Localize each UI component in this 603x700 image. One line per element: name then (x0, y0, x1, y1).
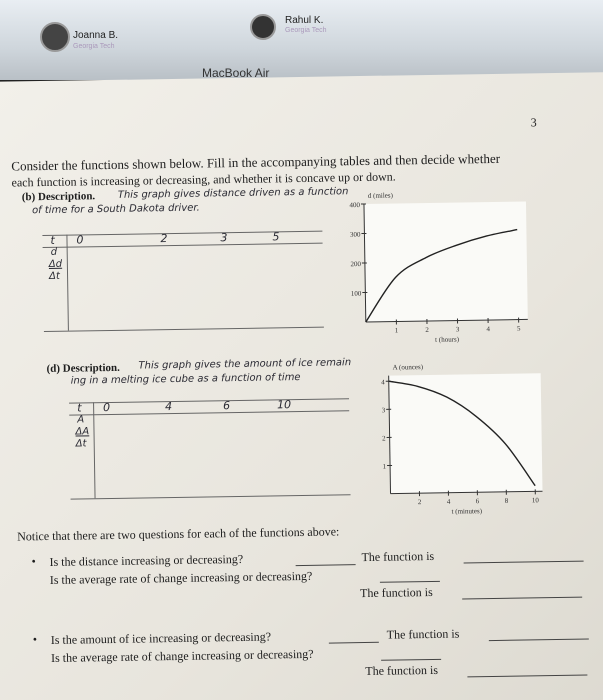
table-cell: 10 (277, 398, 292, 412)
row-label: t (50, 233, 55, 247)
handwritten-description: ing in a melting ice cube as a function of time (70, 372, 301, 387)
x-tick-label: 6 (475, 497, 480, 506)
y-tick-label: 400 (349, 201, 361, 210)
intro-text: each function is increasing or decreasing, and whether it is concave up or down. (11, 169, 396, 190)
y-axis-label: d (miles) (367, 191, 393, 200)
user-subtitle: Georgia Tech (73, 43, 115, 50)
table-cell: 0 (76, 233, 84, 247)
y-tick-label: 2 (382, 434, 386, 443)
y-tick-label: 1 (382, 462, 387, 471)
table-cell: 2 (160, 232, 168, 246)
row-label: ΔA (75, 426, 90, 438)
row-label: t (77, 401, 82, 415)
answer-blank (329, 642, 379, 644)
row-label: Δd (48, 258, 63, 270)
bullet: • (31, 554, 36, 569)
user-name: Joanna B. (73, 30, 119, 41)
ice-chart (364, 355, 556, 518)
answer-label: The function is (386, 626, 460, 642)
answer-blank (296, 564, 356, 566)
answer-blank (464, 561, 584, 564)
x-axis-label: t (minutes) (451, 507, 483, 516)
user-subtitle: Georgia Tech (285, 27, 327, 34)
x-tick-label: 10 (531, 496, 539, 505)
answer-blank (489, 639, 589, 642)
worksheet-page (0, 72, 603, 700)
part-d-label: (d) Description. (46, 361, 120, 375)
y-tick-label: 3 (381, 406, 386, 415)
question-text: Is the amount of ice increasing or decreasing? (50, 629, 272, 647)
distance-chart (340, 183, 542, 346)
question-text: Is the average rate of change increasing or decreasing? (50, 646, 314, 665)
laptop-screen-edge (0, 0, 603, 80)
y-tick-label: 100 (350, 289, 362, 298)
table-d (69, 390, 361, 505)
table-cell: 6 (223, 399, 231, 413)
table-cell: 4 (165, 400, 173, 414)
row-label: A (77, 414, 85, 426)
question-text: Is the distance increasing or decreasing? (49, 551, 244, 569)
row-label: Δt (75, 438, 87, 450)
answer-label: The function is (361, 548, 435, 565)
x-tick-label: 2 (425, 325, 429, 335)
x-axis-label: t (hours) (435, 335, 460, 344)
laptop-brand: MacBook Air (202, 66, 270, 80)
handwritten-description: This graph gives the amount of ice remain (138, 357, 352, 372)
answer-blank (462, 597, 582, 600)
table-b (42, 222, 334, 332)
page-number: 3 (530, 115, 537, 130)
plot-area (364, 201, 528, 322)
avatar (40, 22, 70, 52)
table-cell: 0 (103, 400, 111, 415)
plot-area (389, 373, 543, 493)
table-cell: 3 (220, 231, 228, 245)
x-tick-label: 8 (504, 496, 509, 505)
user-name: Rahul K. (285, 15, 324, 26)
y-tick-label: 4 (381, 378, 385, 387)
x-tick-label: 2 (417, 498, 422, 507)
x-tick-label: 1 (394, 326, 399, 335)
answer-label: The function is (359, 584, 433, 601)
row-label: Δt (48, 270, 60, 282)
y-axis-label: A (ounces) (392, 363, 424, 372)
answer-blank (381, 659, 441, 661)
x-tick-label: 5 (516, 324, 521, 333)
x-tick-label: 4 (446, 497, 451, 506)
part-b-label: (b) Description. (21, 190, 96, 204)
answer-blank (467, 675, 587, 678)
y-tick-label: 300 (349, 230, 361, 239)
notice-text: Notice that there are two questions for each of the functions above: (17, 524, 340, 544)
row-label: d (50, 246, 58, 258)
question-text: Is the average rate of change increasing or decreasing? (49, 568, 313, 587)
intro-text: Consider the functions shown below. Fill in the accompanying tables and then decide whether (11, 150, 501, 174)
x-tick-label: 4 (486, 325, 491, 334)
handwritten-description: of time for a South Dakota driver. (31, 202, 200, 217)
answer-label: The function is (365, 662, 439, 679)
answer-blank (380, 581, 440, 583)
table-cell: 5 (272, 230, 280, 244)
y-tick-label: 200 (350, 260, 361, 269)
avatar (250, 14, 276, 40)
bullet: • (32, 632, 38, 647)
x-tick-label: 3 (455, 325, 460, 334)
handwritten-description: This graph gives distance driven as a function (117, 186, 349, 201)
